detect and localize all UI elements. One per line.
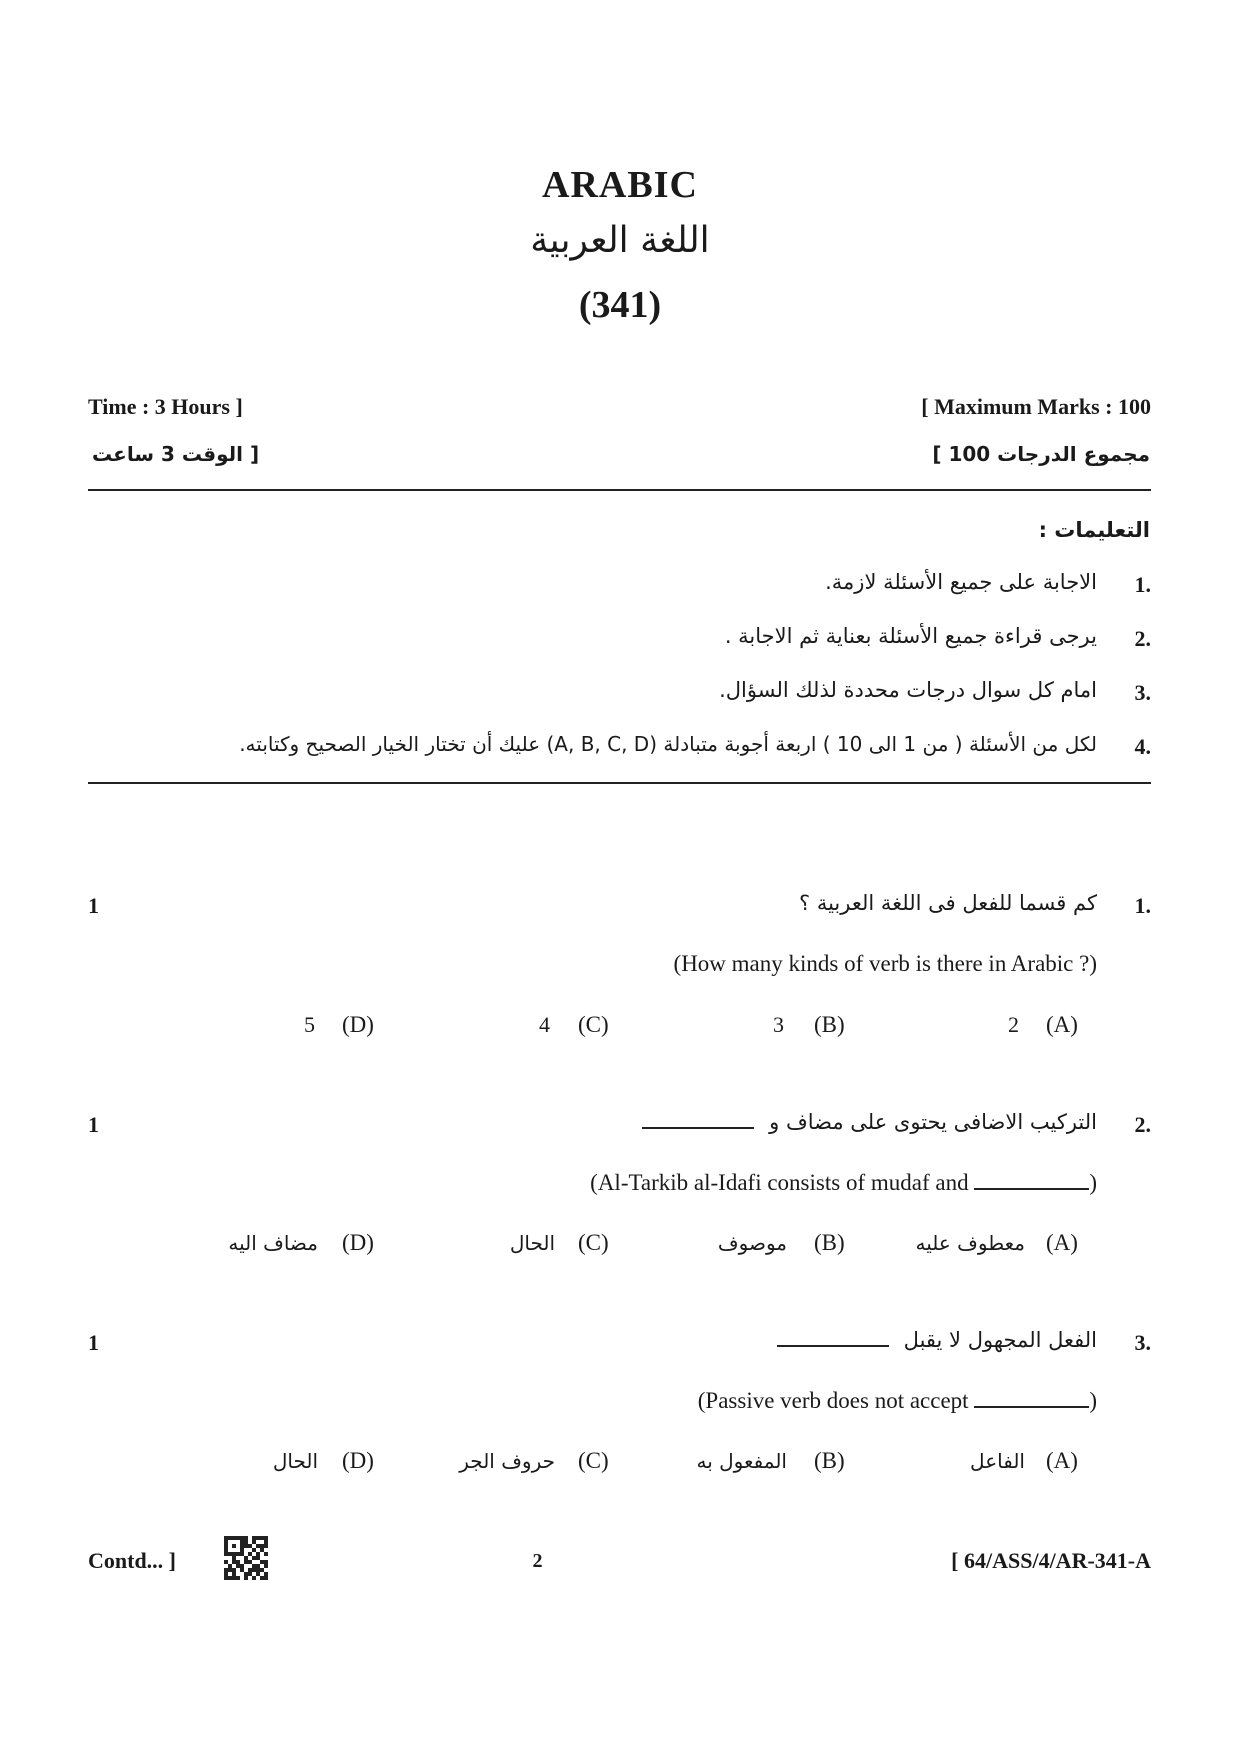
option-text: 5 xyxy=(304,1012,315,1037)
subject-title-arabic: اللغة العربية xyxy=(530,220,710,261)
option-letter: (D) xyxy=(342,1012,374,1037)
option-text: الفاعل xyxy=(970,1449,1025,1473)
question-text-arabic-row xyxy=(642,1110,1097,1134)
max-marks-arabic: مجموع الدرجات 100 ] xyxy=(932,442,1150,466)
time-arabic: [ الوقت 3 ساعت xyxy=(92,442,260,466)
option-text: 3 xyxy=(773,1012,784,1037)
question-text-english-row xyxy=(590,1170,1097,1196)
option-text: المفعول به xyxy=(696,1449,787,1473)
option-text: الحال xyxy=(509,1231,555,1255)
question-text-arabic: التركيب الاضافى يحتوى على مضاف و xyxy=(769,1110,1097,1134)
answer-blank xyxy=(974,1188,1089,1190)
question-text-english: (Passive verb does not accept xyxy=(697,1388,969,1413)
question-text-english: (How many kinds of verb is there in Arabic ?) xyxy=(673,951,1097,976)
max-marks-english: [ Maximum Marks : 100 xyxy=(921,394,1151,419)
option-text: موصوف xyxy=(717,1231,787,1255)
question-text-english: (Al-Tarkib al-Idafi consists of mudaf and xyxy=(590,1170,969,1195)
question-marks: 1 xyxy=(88,1112,99,1137)
question-marks: 1 xyxy=(88,893,99,918)
paper-code: [ 64/ASS/4/AR-341-A xyxy=(951,1548,1151,1573)
option-letter: (A) xyxy=(1046,1230,1078,1255)
question-text-arabic-row xyxy=(777,1328,1097,1352)
instructions-divider xyxy=(88,782,1151,784)
header-divider xyxy=(88,489,1151,491)
option-text: مضاف اليه xyxy=(228,1231,318,1255)
option-letter: (B) xyxy=(814,1230,845,1255)
option-letter: (B) xyxy=(814,1448,845,1473)
instruction-text: يرجى قراءة جميع الأسئلة بعناية ثم الاجابة . xyxy=(724,624,1097,648)
page-number: 2 xyxy=(532,1550,543,1572)
subject-code: (341) xyxy=(578,284,662,326)
question-marks: 1 xyxy=(88,1330,99,1355)
option-letter: (B) xyxy=(814,1012,845,1037)
option-text: 2 xyxy=(1008,1012,1019,1037)
closing-parenthesis: ) xyxy=(1089,1170,1097,1195)
time-english: Time : 3 Hours ] xyxy=(88,394,243,419)
option-letter: (C) xyxy=(578,1448,609,1473)
answer-blank xyxy=(642,1127,754,1129)
question-text-arabic: كم قسما للفعل فى اللغة العربية ؟ xyxy=(799,891,1097,915)
question-number: 1. xyxy=(1134,893,1151,918)
answer-blank xyxy=(777,1345,889,1347)
option-letter: (C) xyxy=(578,1230,609,1255)
option-letter: (D) xyxy=(342,1448,374,1473)
instruction-number: 2. xyxy=(1134,626,1151,651)
option-letter: (D) xyxy=(342,1230,374,1255)
question-number: 2. xyxy=(1134,1112,1151,1137)
instruction-text: امام كل سوال درجات محددة لذلك السؤال. xyxy=(719,678,1097,702)
question-text-arabic: الفعل المجهول لا يقبل xyxy=(903,1328,1097,1352)
instruction-number: 4. xyxy=(1134,734,1151,759)
option-text: الحال xyxy=(272,1449,318,1473)
subject-title: ARABIC xyxy=(542,164,698,206)
instruction-number: 3. xyxy=(1134,680,1151,705)
question-text-english-row xyxy=(698,1388,1097,1414)
instructions-title: التعليمات : xyxy=(1038,518,1150,542)
option-text: حروف الجر xyxy=(459,1449,555,1473)
instruction-text: لكل من الأسئلة ( من 1 الى 10 ) اربعة أجوبة متبادلة (A, B, C, D) عليك أن تختار الخيار الصحيح وكتابته. xyxy=(239,732,1097,756)
instruction-text: الاجابة على جميع الأسئلة لازمة. xyxy=(825,570,1097,594)
instruction-number: 1. xyxy=(1134,572,1151,597)
option-text: معطوف عليه xyxy=(915,1231,1025,1255)
answer-blank xyxy=(974,1406,1089,1408)
option-letter: (A) xyxy=(1046,1448,1078,1473)
option-letter: (C) xyxy=(578,1012,609,1037)
continued-marker: Contd... ] xyxy=(88,1548,177,1573)
option-letter: (A) xyxy=(1046,1012,1078,1037)
question-number: 3. xyxy=(1134,1330,1151,1355)
option-text: 4 xyxy=(539,1012,550,1037)
closing-parenthesis: ) xyxy=(1089,1388,1097,1413)
